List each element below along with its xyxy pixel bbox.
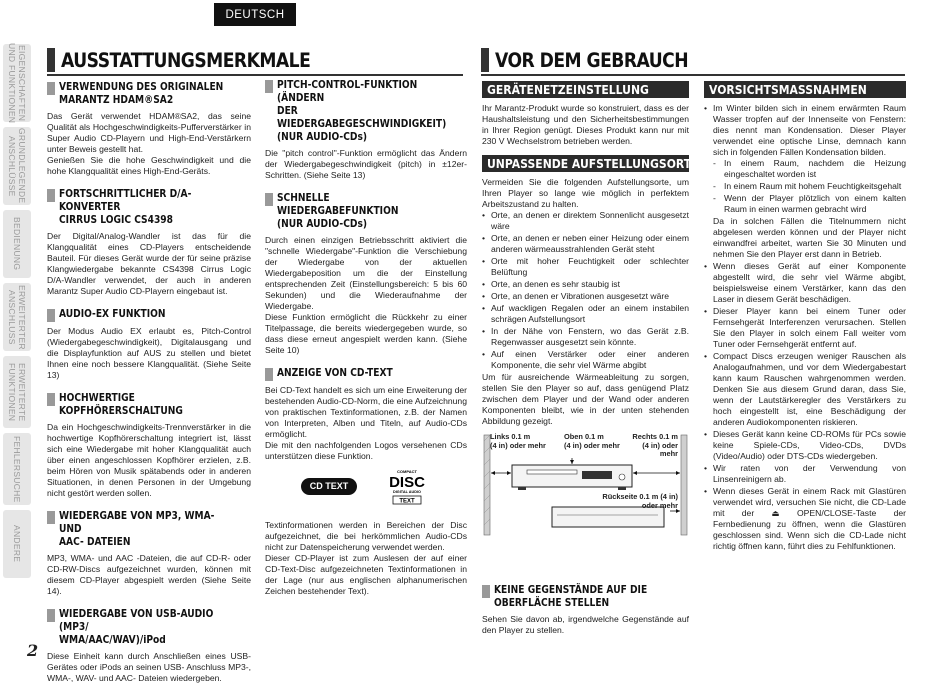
- side-tab-andere[interactable]: [3, 510, 31, 578]
- feature-heading: ANZEIGE VON CD-TEXT: [265, 367, 467, 381]
- precautions-heading: VORSICHTSMASSNAHMEN: [704, 81, 906, 98]
- cd-text-logo: CD TEXT: [301, 478, 357, 495]
- section-title-vor-dem-gebrauch: VOR DEM GEBRAUCH: [481, 48, 714, 72]
- logo-disc-text: DISC: [389, 474, 425, 491]
- back-clearance-label: Rückseite 0.1 m (4 in) oder mehr: [602, 492, 678, 510]
- feature-heading: AUDIO-EX FUNKTION: [47, 308, 251, 322]
- no-objects-heading: KEINE GEGENSTÄNDE AUF DIE OBERFLÄCHE STELLEN: [482, 584, 689, 610]
- right-clearance-label: Rechts 0.1 m (4 in) oder mehr: [632, 432, 678, 458]
- list-item: • Compact Discs erzeugen weniger Rauschen als Analogaufnahmen, und vor dem Wiedergabestart kann kaum Rauschen wahrgenommen werden. Denken Sie aus diesem Grund daran, dass Sie, wenn der Lautstärkeregler des Verstärkers zu hoch eingestellt ist, eine Beschädigung der anderen Audiokomponenten riskieren.: [704, 351, 906, 428]
- feature-body: Diese Einheit kann durch Anschließen eines USB-Gerätes oder iPods an seinen USB- Anschluss MP3-, WMA-, WAV- und AAC- Dateien wiedergeben.: [47, 651, 251, 683]
- feature-heading: SCHNELLE WIEDERGABEFUNKTION (NUR AUDIO-CDs): [265, 192, 467, 231]
- no-objects-section: [482, 575, 689, 636]
- side-tab-erweiterter-anschluss[interactable]: [3, 283, 31, 351]
- feature-heading: HOCHWERTIGE KOPFHÖRERSCHALTUNG: [47, 392, 251, 418]
- feature-body: Die "pitch control"-Funktion ermöglicht das Ändern der Wiedergabegeschwindigkeit (pitch) in ±12er-Schritten. (Siehe Seite 13): [265, 148, 467, 180]
- list-item: • Orte, an denen es sehr staubig ist: [482, 279, 689, 290]
- section-title-ausstattung: AUSSTATTUNGSMERKMALE: [47, 48, 344, 72]
- section-rule: [481, 74, 905, 76]
- list-item: • Dieses Gerät kann keine CD-ROMs für PCs sowie keine Spiele-CDs, Video-CDs, DVDs (Video/Audio) oder DTS-CDs wiedergeben.: [704, 429, 906, 462]
- side-tab-label: ANDERE: [12, 525, 22, 563]
- feature-heading: VERWENDUNG DES ORIGINALEN MARANTZ HDAM®SA2: [47, 81, 251, 107]
- locations-list: [482, 210, 689, 371]
- before-use-column-2: [704, 81, 906, 553]
- list-item: - In einem Raum mit hohem Feuchtigkeitsgehalt: [713, 181, 906, 192]
- feature-body: Textinformationen werden in Bereichen der Disc aufgezeichnet, die bei herkömmlichen Audio-CDs nicht zur Datenspeicherung verwendet werden. Dieser CD-Player ist zum Auslesen der auf einer CD-Text-Disc aufgezeichneten Textinformationen in der Lage (nur aus englischen alphanumerischen Zeichen bestehender Text).: [265, 520, 467, 596]
- power-setting-body: Ihr Marantz-Produkt wurde so konstruiert, dass es der Haushaltsleistung und den Sicherheitsbestimmungen in Ihrer Region genügt. Dieses Produkt kann nur mit 230 V Wechselstrom betrieben werden.: [482, 103, 689, 146]
- condensation-cases: [713, 158, 906, 215]
- locations-heading: UNPASSENDE AUFSTELLUNGSORTE: [482, 155, 689, 172]
- logo-digital-audio-text: DIGITAL AUDIO: [393, 490, 421, 494]
- top-clearance-label: Oben 0.1 m (4 in) oder mehr: [564, 432, 620, 450]
- precautions-list: [704, 103, 906, 552]
- feature-body: Das Gerät verwendet HDAM®SA2, das seine Qualität als Hochgeschwindigkeits-Pufferverstärker in Super Audio CD-Playern und High-End-Verstärkern unter Beweis gestellt hat. Genießen Sie die hohe Geschwindigkeit und die hohe Klangqualität eines High-End-Geräts.: [47, 111, 251, 176]
- compact-disc-text-logo: [387, 468, 427, 506]
- list-item: - Wenn der Player plötzlich von einem kalten Raum in einen warmen gebracht wird: [713, 193, 906, 215]
- list-item: • Auf wackligen Regalen oder an einem instabilen schrägen Aufstellungsort: [482, 303, 689, 325]
- list-item: • Dieser Player kann bei einem Tuner oder Fernsehgerät Interferenzen verursachen. Stellen Sie den Player in solch einem Fall weiter vom Tuner oder Fernsehgerät entfernt auf.: [704, 306, 906, 350]
- side-tab-grundlegende[interactable]: [3, 127, 31, 205]
- locations-outro: Um für ausreichende Wärmeableitung zu sorgen, stellen Sie den Player so auf, dass genügend Platz zwischen dem Player und der Wand oder anderen Komponenten bleibt, wie in der unten stehenden Abbildung gezeigt.: [482, 372, 689, 426]
- feature-body: Durch einen einzigen Betriebsschritt aktiviert die "schnelle Wiedergabe"-Funktion die Verschiebung der Wiedergabe von der aktuellen Wiedergabeposition um die der Einstellung entsprechenden Zeit (Einstellungsbereich: 5 bis 60 Sekunden) und die Wiederaufnahme der Wiedergabe. Diese Funktion ermöglicht die Rückkehr zu einer Titelpassage, die bereits wiedergegeben wurde, so dass diese erneut angespielt werden kann. (Siehe Seite 10): [265, 235, 467, 355]
- page-number: 2: [27, 641, 39, 660]
- features-column-1: [47, 72, 251, 684]
- feature-body: Der Modus Audio EX erlaubt es, Pitch-Control (Wiedergabegeschwindigkeit), Digitalausgang und die Displayfunktion auf AUS zu stellen und bietet Ihnen eine noch bessere Klangqualität. (Siehe Seite 13): [47, 326, 251, 380]
- list-item: • In der Nähe von Fenstern, wo das Gerät z.B. Regenwasser ausgesetzt sein könnte.: [482, 326, 689, 348]
- feature-body: MP3, WMA- und AAC -Dateien, die auf CD-R- oder CD-RW-Discs aufgezeichnet wurden, können mit diesem CD-Player abgespielt werden (Siehe Seite 14).: [47, 553, 251, 596]
- feature-heading: WIEDERGABE VON MP3, WMA- UND AAC- DATEIEN: [47, 510, 251, 549]
- left-clearance-label: Links 0.1 m (4 in) oder mehr: [490, 432, 546, 450]
- side-tab-label: ERWEITERTE FUNKTIONEN: [7, 362, 27, 422]
- side-tab-bedienung[interactable]: [3, 210, 31, 278]
- side-tab-label: ERWEITERTER ANSCHLUSS: [7, 284, 27, 350]
- side-tab-eigenschaften[interactable]: [3, 44, 31, 122]
- side-tab-label: BEDIENUNG: [12, 217, 22, 271]
- list-item: • Im Winter bilden sich in einem erwärmten Raum Wasser tropfen auf der Innenseite von Fenstern: dies nennt man Kondensation. Dieser Player verwendet eine optische Linse, demnach kann sich in folgenden Fällen Kondensation bilden. - In einem Raum, nachdem die Heizung eingeschaltet worden ist - In einem Raum mit hohem Feuchtigkeitsgehalt - Wenn der Player plötzlich von einem kalten Raum in einen warmen gebracht wird Da in solchen Fällen die Titelnummern nicht abgelesen werden können und der Player nicht einwandfrei arbeitet, warten Sie 30 Minuten und nehmen Sie den Player erst dann in Betrieb.: [704, 103, 906, 260]
- side-tab-fehlersuche[interactable]: [3, 433, 31, 505]
- locations-intro: Vermeiden Sie die folgenden Aufstellungsorte, um Ihren Player so lange wie möglich in perfektem Arbeitszustand zu halten.: [482, 177, 689, 209]
- feature-heading: FORTSCHRITTLICHER D/A-KONVERTER CIRRUS LOGIC CS4398: [47, 188, 251, 227]
- logo-compact-text: COMPACT: [397, 469, 417, 474]
- list-item: • Orte, an denen er Vibrationen ausgesetzt wäre: [482, 291, 689, 302]
- list-item: • Wenn dieses Gerät in einem Rack mit Glastüren verwendet wird, versuchen Sie nicht, die CD-Lade mit der ⏏ OPEN/CLOSE-Taste der Fernbedienung zu öffnen, wenn die Glastüren geschlossen sind. Wenn sich die CD-Lade nicht richtig öffnen kann, führt dies zu Fehlfunktionen.: [704, 486, 906, 552]
- power-setting-heading: GERÄTENETZEINSTELLUNG: [482, 81, 689, 98]
- side-tab-label: GRUNDLEGENDE ANSCHLÜSSE: [7, 128, 27, 204]
- no-objects-body: Sehen Sie davon ab, irgendwelche Gegenstände auf den Player zu stellen.: [482, 614, 689, 635]
- feature-heading: WIEDERGABE VON USB-AUDIO (MP3/ WMA/AAC/WAV)/iPod: [47, 608, 251, 647]
- side-tab-erweiterte-funktionen[interactable]: [3, 356, 31, 428]
- features-column-2: [265, 70, 467, 597]
- side-tab-label: FEHLERSUCHE: [12, 435, 22, 503]
- list-item: • Wir raten von der Verwendung von Linsenreinigern ab.: [704, 463, 906, 485]
- language-tab: DEUTSCH: [214, 3, 296, 26]
- feature-body: Der Digital/Analog-Wandler ist das für die Klangqualität eines CD-Players entscheidende Bauteil. Für dieses Gerät wurde der für seine präzise Klangwiedergabe bekannte CS4398 Cirrus Logic D/A-Wandler verwendet, der auch in anderen Marantz Super Audio CD-Playern eingebaut ist.: [47, 231, 251, 296]
- logo-text-label: TEXT: [399, 498, 415, 505]
- list-item: - In einem Raum, nachdem die Heizung eingeschaltet worden ist: [713, 158, 906, 180]
- before-use-column-1: [482, 81, 699, 541]
- list-item: • Orte mit hoher Feuchtigkeit oder schlechter Belüftung: [482, 256, 689, 278]
- list-item: • Orte, an denen er neben einer Heizung oder einem anderen wärmeausstrahlenden Gerät steht: [482, 233, 689, 255]
- list-item: • Wenn dieses Gerät auf einer Komponente abgestellt wird, die sehr viel Wärme abgibt, beispielsweise einem Verstärker, kann das den Laser in diesem Gerät beschädigen.: [704, 261, 906, 305]
- feature-heading: PITCH-CONTROL-FUNKTION (ÄNDERN DER WIEDERGABEGESCHWINDIGKEIT) (NUR AUDIO-CDs): [265, 79, 467, 144]
- list-item: • Orte, an denen er direktem Sonnenlicht ausgesetzt wäre: [482, 210, 689, 232]
- feature-body: Da ein Hochgeschwindigkeits-Trennverstärker in die hochwertige Kopfhörerschaltung integriert ist, lässt sich eine Wiedergabe mit hoher Klangqualität auch über einen angeschlossen Kopfhörer erzielen, z.B. beim Hören von Musik spätabends oder in anderen Situationen, in denen Personen in der Umgebung nicht gestört werden sollen.: [47, 422, 251, 498]
- clearance-diagram: [482, 433, 689, 541]
- list-item: • Auf einen Verstärker oder einer anderen Komponente, die sehr viel Wärme abgibt: [482, 349, 689, 371]
- feature-body: Bei CD-Text handelt es sich um eine Erweiterung der bestehenden Audio-CD-Norm, die eine Aufzeichnung von praktischen Textinformationen, z.B. der Namen von Interpreten, Alben und Titeln, auf Audio-CDs ermöglicht. Die mit den nachfolgenden Logos versehenen CDs unterstützen diese Funktion.: [265, 385, 467, 461]
- cd-text-logos: [265, 468, 467, 516]
- condensation-advice: Da in solchen Fällen die Titelnummern nicht abgelesen werden können und der Player nicht einwandfrei arbeitet, warten Sie 30 Minuten und nehmen Sie den Player erst dann in Betrieb.: [713, 216, 906, 259]
- side-tab-label: EIGENSCHAFTEN UND FUNKTIONEN: [7, 42, 27, 124]
